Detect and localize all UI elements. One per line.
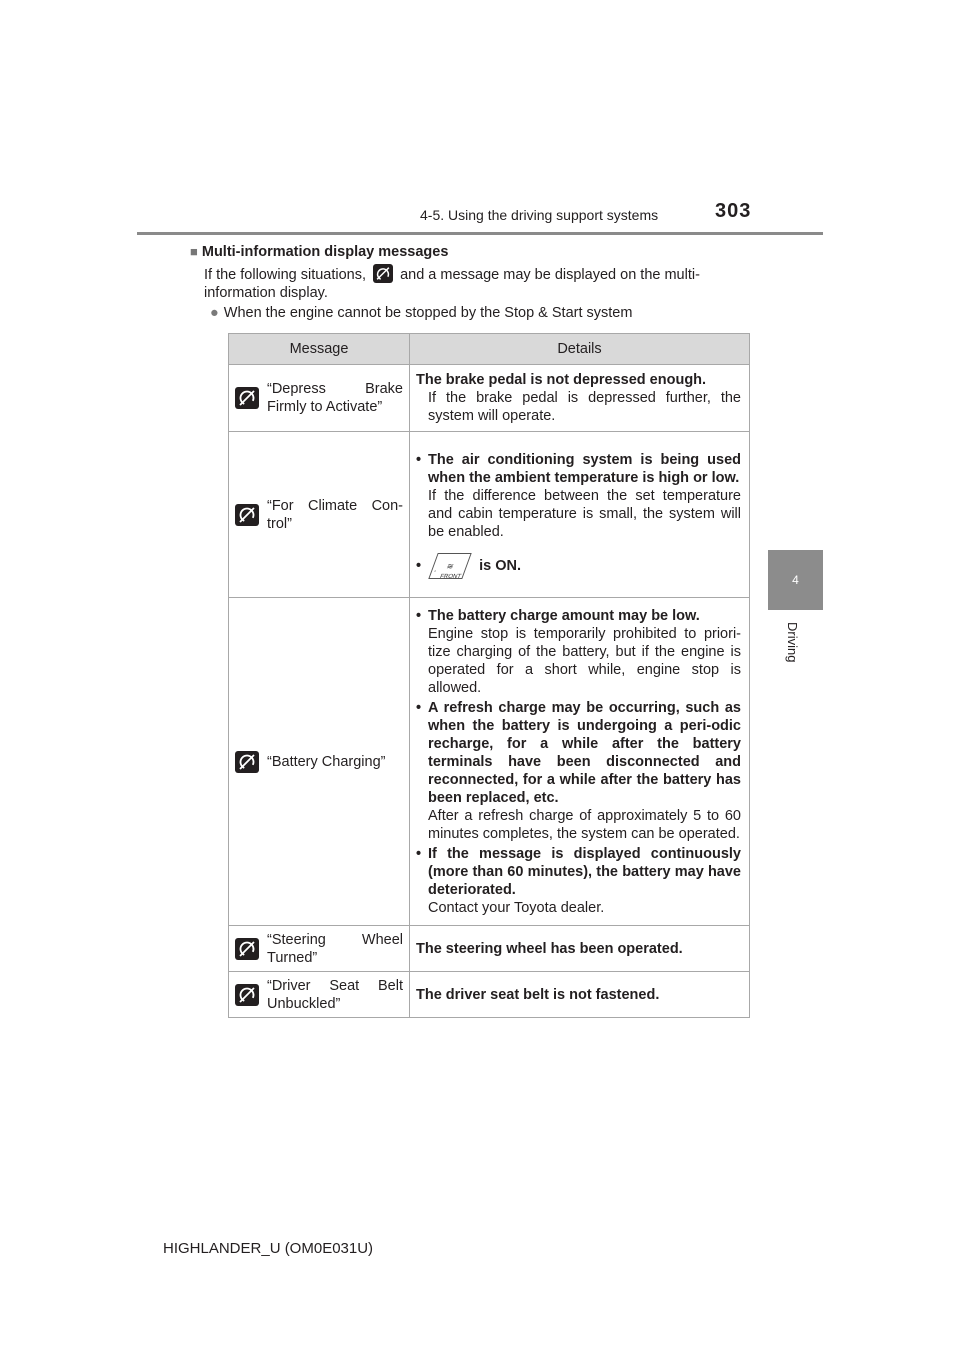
table-row — [229, 432, 750, 598]
header-details: Details — [410, 334, 750, 365]
heading-marker: ■ — [190, 244, 198, 259]
item-bullet: • — [416, 607, 422, 624]
header-divider — [137, 232, 823, 235]
message-text: “Battery Charging” — [267, 753, 386, 770]
message-text: “For Climate Con-trol” — [267, 497, 403, 532]
messages-table — [228, 333, 750, 1018]
message-text: “Driver Seat Belt Unbuckled” — [267, 977, 403, 1012]
bullet-marker: ● — [210, 305, 219, 321]
intro-paragraph — [204, 264, 764, 302]
item-bullet: • — [416, 845, 422, 862]
message-cell — [229, 365, 410, 432]
table-row — [229, 365, 750, 432]
item-heading: If the message is displayed continuously (more than 60 minutes), the battery may have deteriorated. — [428, 845, 741, 898]
message-cell — [229, 432, 410, 598]
item-text: Engine stop is temporarily prohibited to priori-tize charging of the battery, but if the engine is operated for a short while, engine stop is allowed. — [428, 625, 741, 696]
details-item — [416, 451, 741, 541]
intro-text-after: and a message may be displayed on the multi-information display. — [204, 267, 700, 301]
item-heading: The air conditioning system is being used when the ambient temperature is high or low. — [428, 451, 741, 486]
item-bullet: • — [416, 557, 422, 574]
stop-start-off-icon — [235, 984, 259, 1006]
details-cell — [410, 598, 750, 926]
item-heading: The battery charge amount may be low. — [428, 607, 700, 624]
item-heading: is ON. — [479, 557, 522, 574]
item-text: If the difference between the set temperature and cabin temperature is small, the system will be enabled. — [428, 487, 741, 540]
item-bullet: • — [416, 451, 422, 468]
section-heading — [190, 244, 448, 260]
stop-start-off-icon — [235, 387, 259, 409]
details-cell — [410, 432, 750, 598]
item-text: Contact your Toyota dealer. — [428, 899, 605, 916]
page-number: 303 — [715, 200, 752, 222]
defogger-icon: ◦ ≋ FRONT — [428, 553, 471, 579]
defogger-label: FRONT — [439, 573, 462, 580]
stop-start-off-icon — [235, 504, 259, 526]
details-item — [416, 699, 741, 843]
item-text: After a refresh charge of approximately 5 to 60 minutes completes, the system can be operated. — [428, 807, 741, 842]
footer-model: HIGHLANDER_U (OM0E031U) — [163, 1240, 374, 1257]
situation-bullet — [210, 305, 632, 321]
details-item — [416, 553, 741, 579]
chapter-tab — [768, 550, 823, 610]
message-text: “Steering Wheel Turned” — [267, 931, 403, 966]
chapter-number: 4 — [792, 573, 799, 587]
details-cell — [410, 926, 750, 972]
message-cell — [229, 972, 410, 1018]
details-cell — [410, 365, 750, 432]
section-title: 4-5. Using the driving support systems — [420, 207, 659, 223]
details-heading: The brake pedal is not depressed enough. — [416, 372, 707, 388]
item-heading: A refresh charge may be occurring, such as when the battery is undergoing a peri-odic recharge, for a while after the battery terminals have been disconnected and reconnected, for a while after the battery has been replaced, etc. — [428, 699, 741, 806]
message-text: “Depress Brake Firmly to Activate” — [267, 381, 403, 415]
header-message: Message — [229, 334, 410, 365]
item-bullet: • — [416, 699, 422, 716]
details-item — [416, 607, 741, 697]
bullet-text: When the engine cannot be stopped by the Stop & Start system — [223, 305, 633, 321]
intro-text-before: If the following situations, — [204, 267, 367, 283]
chapter-label: Driving — [785, 622, 800, 663]
message-cell — [229, 926, 410, 972]
details-heading: The driver seat belt is not fastened. — [416, 986, 660, 1003]
heading-text: Multi-information display messages — [201, 244, 449, 260]
table-header-row — [229, 334, 750, 365]
table-row — [229, 972, 750, 1018]
details-item — [416, 845, 741, 917]
message-cell — [229, 598, 410, 926]
stop-start-off-icon — [235, 751, 259, 773]
table-row — [229, 598, 750, 926]
details-cell — [410, 972, 750, 1018]
stop-start-off-icon — [373, 264, 393, 283]
table-row — [229, 926, 750, 972]
details-heading: The steering wheel has been operated. — [416, 940, 683, 957]
details-text: If the brake pedal is depressed further, the system will operate. — [428, 390, 741, 424]
stop-start-off-icon — [235, 938, 259, 960]
